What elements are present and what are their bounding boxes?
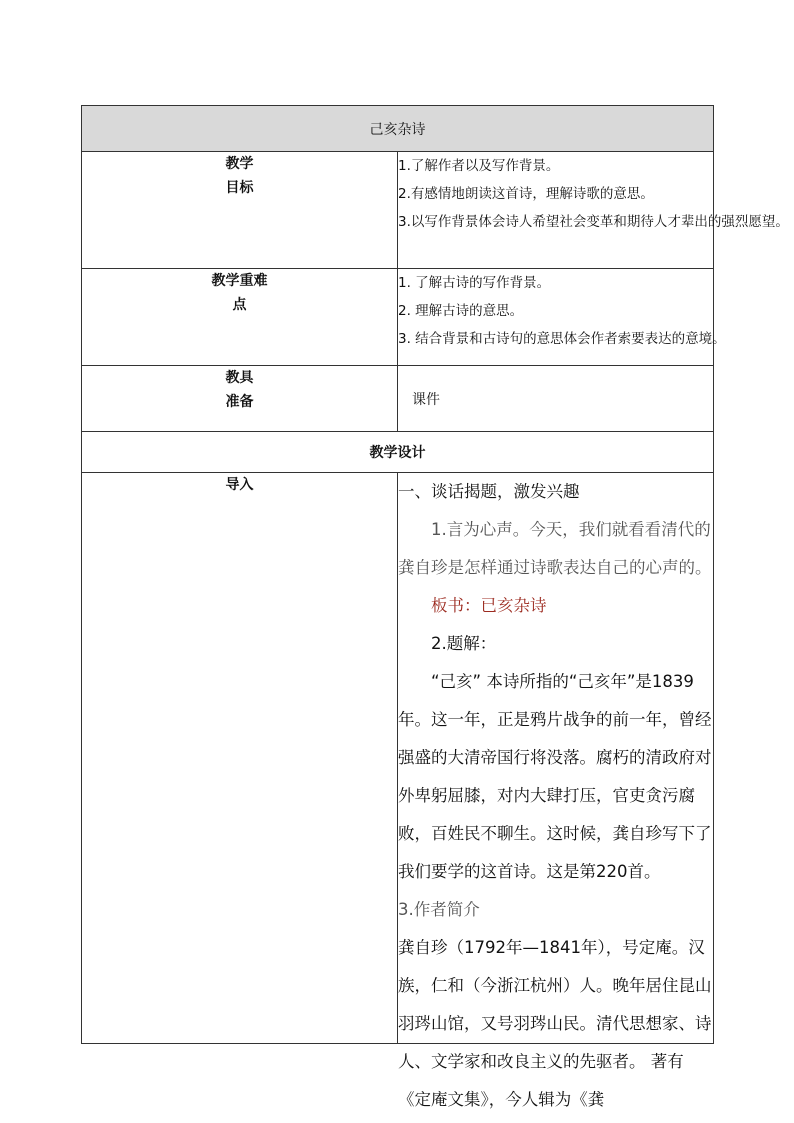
author-intro: 龚自珍（1792年—1841年），号定庵。汉族，仁和（今浙江杭州）人。晚年居住昆山羽琌山馆，又号羽琌山民。清代思想家、诗人、文学家和改良主义的先驱者。 著有《定庵文集》，今人辑为《龚 <box>398 938 712 1109</box>
materials-label-line-2: 准备 <box>225 394 254 410</box>
objectives-label-line-2: 目标 <box>225 180 254 196</box>
intro-step1-text: 1.言为心声。今天，我们就看看清代的龚自珍是怎样通过诗歌表达自己的心声的。 <box>398 520 712 577</box>
objective-item: 3.以写作背景体会诗人希望社会变革和期待人才辈出的强烈愿望。 <box>398 214 789 230</box>
intro-heading: 一、谈话揭题，激发兴趣 <box>398 482 580 501</box>
key-point-item: 2. 理解古诗的意思。 <box>398 303 524 319</box>
key-point-item: 1. 了解古诗的写作背景。 <box>398 275 551 291</box>
intro-label: 导入 <box>82 473 398 1044</box>
title-explanation: “己亥” 本诗所指的“己亥年”是1839年。这一年，正是鸦片战争的前一年，曾经强盛的大清帝国行将没落。腐朽的清政府对外卑躬屈膝，对内大肆打压，官吏贪污腐败，百姓民不聊生。这时候，龚自珍写下了我们要学的这首诗。这是第220首。 <box>398 672 712 881</box>
lesson-plan-table <box>81 105 789 1109</box>
intro-content <box>398 473 714 1109</box>
objective-item: 1.了解作者以及写作背景。 <box>398 158 560 174</box>
intro-step3: 3.作者简介 <box>398 900 480 919</box>
objective-item: 2.有感情地朗读这首诗，理解诗歌的意思。 <box>398 186 654 202</box>
key-points-label-line-2: 点 <box>232 297 247 313</box>
materials-label <box>82 366 398 432</box>
objectives-label-line-1: 教学 <box>225 156 254 172</box>
objectives-label <box>82 152 398 269</box>
objectives-content <box>398 152 789 269</box>
key-points-label-line-1: 教学重难 <box>211 273 268 289</box>
materials-label-line-1: 教具 <box>225 370 254 386</box>
key-points-content <box>398 269 726 366</box>
intro-step2: 2.题解： <box>431 634 497 653</box>
lesson-title: 己亥杂诗 <box>82 106 714 152</box>
key-point-item: 3. 结合背景和古诗句的意思体会作者索要表达的意境。 <box>398 331 726 347</box>
intro-step1 <box>398 511 713 587</box>
materials-value: 课件 <box>398 366 714 432</box>
design-header: 教学设计 <box>82 432 714 473</box>
key-points-label <box>82 269 398 366</box>
board-writing: 板书：已亥杂诗 <box>431 596 547 615</box>
